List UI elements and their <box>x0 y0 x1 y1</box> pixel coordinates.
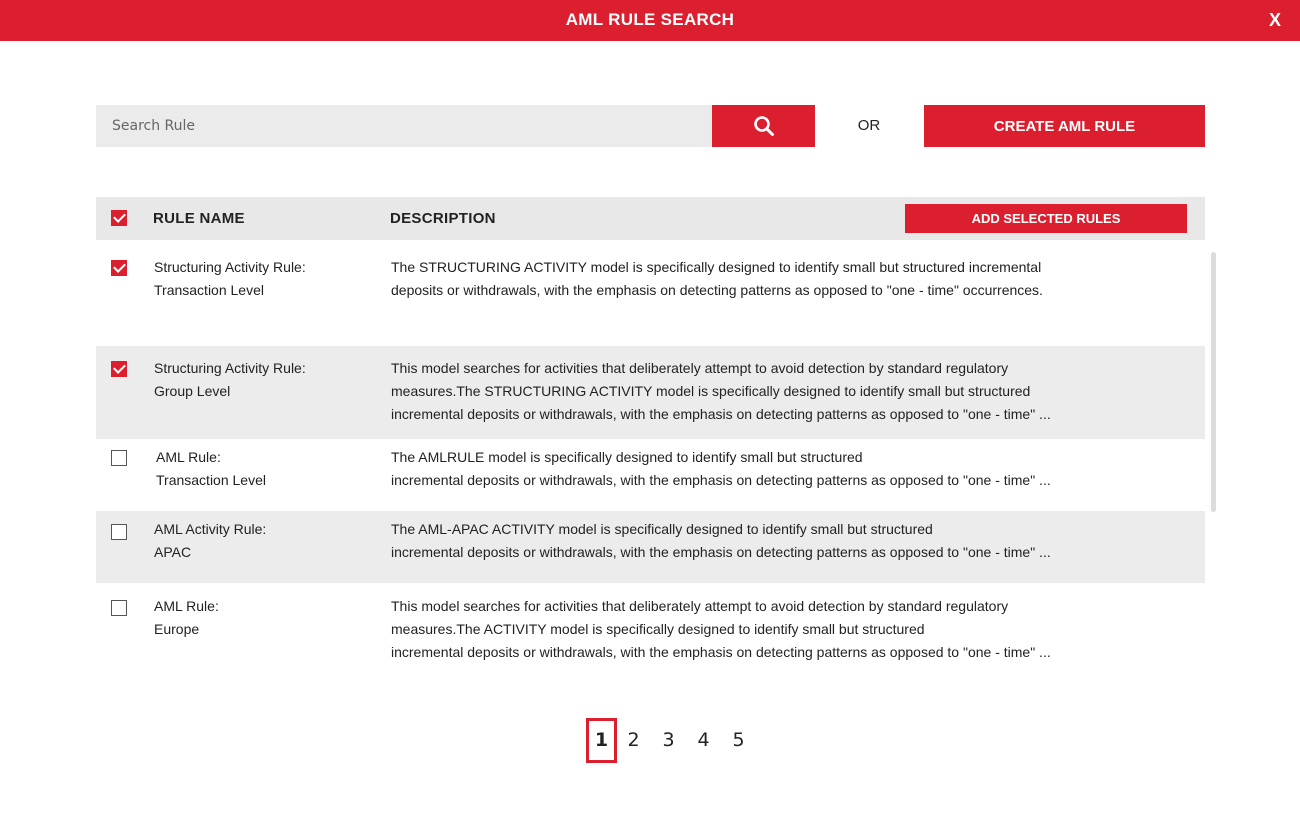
page-3-link[interactable]: 3 <box>662 729 675 751</box>
search-icon <box>753 115 775 137</box>
row-checkbox[interactable] <box>111 450 127 466</box>
description-line: This model searches for activities that deliberately attempt to avoid detection by standard regulatory <box>391 598 1009 614</box>
row-checkbox[interactable] <box>111 524 127 540</box>
rule-name-line: Structuring Activity Rule: <box>154 259 306 275</box>
description-line: incremental deposits or withdrawals, with the emphasis on detecting patterns as opposed to "one - time" ... <box>391 544 1051 560</box>
page-title: AML RULE SEARCH <box>565 10 735 29</box>
table-row[interactable] <box>96 439 1205 511</box>
description-line: This model searches for activities that deliberately attempt to avoid detection by standard regulatory <box>391 360 1009 376</box>
rule-name <box>154 595 219 641</box>
rule-description <box>391 446 1071 492</box>
table-row[interactable] <box>96 511 1205 583</box>
add-selected-rules-button[interactable]: ADD SELECTED RULES <box>905 204 1187 233</box>
rule-description <box>391 357 1071 426</box>
description-line: The STRUCTURING ACTIVITY model is specifically designed to identify small but structured incremental <box>391 259 1042 275</box>
description-line: deposits or withdrawals, with the emphasis on detecting patterns as opposed to "one - time" occurrences. <box>391 282 1043 298</box>
rule-description <box>391 256 1071 302</box>
page-2-link[interactable]: 2 <box>627 729 640 751</box>
rule-name-line: AML Rule: <box>154 598 219 614</box>
description-line: incremental deposits or withdrawals, with the emphasis on detecting patterns as opposed to "one - time" ... <box>391 644 1051 660</box>
rule-name-line: Europe <box>154 621 200 637</box>
close-button[interactable]: X <box>1268 10 1281 30</box>
or-label: OR <box>857 117 881 134</box>
rule-name <box>154 357 306 403</box>
rule-name-line: Transaction Level <box>156 472 266 488</box>
rule-name-line: APAC <box>154 544 192 560</box>
rule-name <box>156 446 266 492</box>
table-header <box>96 197 1205 240</box>
pagination <box>0 718 1300 763</box>
row-checkbox[interactable] <box>111 361 127 377</box>
page-4-link[interactable]: 4 <box>697 729 710 751</box>
search-input[interactable] <box>96 105 712 147</box>
select-all-checkbox[interactable] <box>111 210 127 226</box>
description-line: The AML-APAC ACTIVITY model is specifically designed to identify small but structured <box>391 521 933 537</box>
rule-name-line: Structuring Activity Rule: <box>154 360 306 376</box>
create-aml-rule-button[interactable]: CREATE AML RULE <box>924 105 1205 147</box>
scrollbar[interactable] <box>1211 252 1216 512</box>
rule-name <box>154 256 306 302</box>
table-row[interactable] <box>96 346 1205 439</box>
rule-name-line: Group Level <box>154 383 231 399</box>
page-1-link[interactable]: 1 <box>586 718 617 763</box>
title-bar <box>0 0 1300 41</box>
rule-name <box>154 518 266 564</box>
description-line: incremental deposits or withdrawals, with the emphasis on detecting patterns as opposed to "one - time" ... <box>391 472 1051 488</box>
page-5-link[interactable]: 5 <box>732 729 745 751</box>
rule-name-line: Transaction Level <box>154 282 264 298</box>
rule-name-line: AML Activity Rule: <box>154 521 267 537</box>
description-line: incremental deposits or withdrawals, with the emphasis on detecting patterns as opposed to "one - time" ... <box>391 406 1051 422</box>
rule-name-line: AML Rule: <box>156 449 221 465</box>
search-button[interactable] <box>712 105 815 147</box>
column-header-rule-name: RULE NAME <box>153 210 245 227</box>
description-line: measures.The ACTIVITY model is specifically designed to identify small but structured <box>391 621 925 637</box>
description-line: The AMLRULE model is specifically designed to identify small but structured <box>391 449 863 465</box>
table-row[interactable] <box>96 583 1205 675</box>
rule-description <box>391 595 1071 664</box>
description-line: measures.The STRUCTURING ACTIVITY model is specifically designed to identify small but structured <box>391 383 1031 399</box>
rule-description <box>391 518 1071 564</box>
column-header-description: DESCRIPTION <box>390 210 496 227</box>
row-checkbox[interactable] <box>111 600 127 616</box>
table-row[interactable] <box>96 240 1205 346</box>
row-checkbox[interactable] <box>111 260 127 276</box>
